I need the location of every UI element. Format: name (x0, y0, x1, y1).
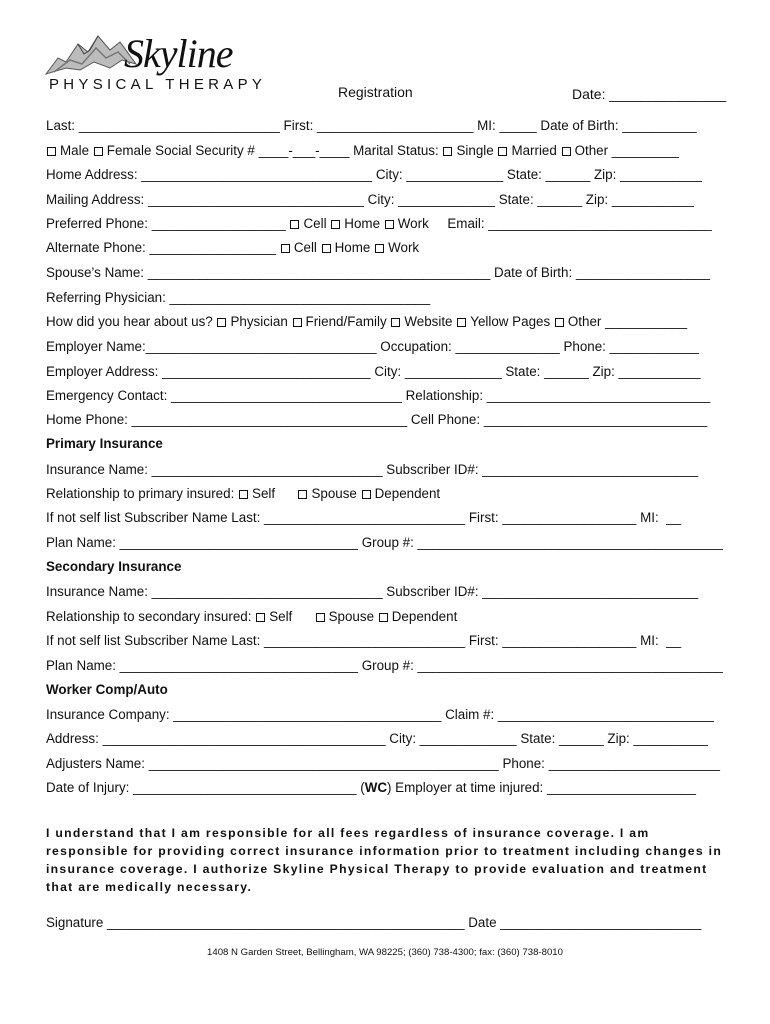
other-referral-label: Other ___________ (567, 314, 688, 329)
secondary-relationship-row[interactable] (46, 609, 730, 624)
preferred-work-checkbox[interactable] (385, 220, 394, 229)
alternate-phone-label: Alternate Phone: _________________ (46, 240, 277, 255)
home-address-row[interactable] (46, 167, 730, 182)
primary-subscriber-row[interactable] (46, 510, 730, 525)
other-marital-label: Other _________ (574, 143, 679, 158)
name-dob-text: Last: ___________________________ First: _____________________ MI: _____ Date of Birth: __________ (46, 118, 697, 133)
responsibility-notice: I understand that I am responsible for all fees regardless of insurance coverage. I am responsible for providing correct insurance information prior to treatment including changes in insurance coverage. I authorize Skyline Physical Therapy to provide evaluation and treatment that are medically necessary. (46, 826, 723, 894)
preferred-home-label: Home (344, 216, 381, 231)
secondary-insurance-heading: Secondary Insurance (46, 559, 182, 574)
secondary-self-checkbox[interactable] (256, 613, 265, 622)
preferred-home-checkbox[interactable] (331, 220, 340, 229)
primary-insurance-name-row[interactable] (46, 462, 730, 477)
primary-dependent-checkbox[interactable] (362, 490, 371, 499)
married-checkbox[interactable] (498, 147, 507, 156)
signature-row[interactable] (46, 915, 730, 930)
secondary-insurance-name-row[interactable] (46, 584, 730, 599)
primary-subscriber-text: If not self list Subscriber Name Last: ___________________________ First: __________________ MI: __ (46, 510, 682, 525)
website-label: Website (404, 314, 453, 329)
alternate-cell-label: Cell (293, 240, 317, 255)
alternate-work-label: Work (388, 240, 420, 255)
gender-ssn-marital-row[interactable] (46, 143, 730, 158)
primary-dependent-label: Dependent (374, 486, 441, 501)
date-of-injury-label: Date of Injury: ______________________________ ( (46, 780, 365, 795)
name-dob-row[interactable] (46, 118, 730, 133)
referral-source-row[interactable] (46, 314, 730, 329)
preferred-phone-label: Preferred Phone: __________________ (46, 216, 286, 231)
adjusters-text: Adjusters Name: _______________________________________________ Phone: _______________________ (46, 756, 720, 771)
preferred-cell-label: Cell (303, 216, 327, 231)
ssn-marital-label: Female Social Security # ____-___-____ Marital Status: (106, 143, 439, 158)
physician-checkbox[interactable] (217, 318, 226, 327)
secondary-insurance-name-text: Insurance Name: _______________________________ Subscriber ID#: _____________________________ (46, 584, 699, 599)
primary-spouse-label: Spouse (311, 486, 357, 501)
primary-self-checkbox[interactable] (239, 490, 248, 499)
referring-physician-row[interactable] (46, 290, 730, 305)
primary-insurance-heading: Primary Insurance (46, 436, 163, 451)
friend-family-label: Friend/Family (305, 314, 387, 329)
primary-plan-text: Plan Name: ________________________________ Group #: _________________________________________ (46, 535, 723, 550)
page-title: Registration (338, 84, 413, 100)
primary-relationship-row[interactable] (46, 486, 730, 501)
yellow-pages-label: Yellow Pages (470, 314, 551, 329)
alternate-cell-checkbox[interactable] (281, 244, 290, 253)
other-marital-checkbox[interactable] (562, 147, 571, 156)
home-cell-phone-row[interactable] (46, 412, 730, 427)
secondary-spouse-checkbox[interactable] (316, 613, 325, 622)
male-checkbox[interactable] (47, 147, 56, 156)
wc-label: WC (364, 780, 387, 795)
secondary-plan-text: Plan Name: ________________________________ Group #: _________________________________________ (46, 658, 723, 673)
emergency-contact-row[interactable] (46, 388, 730, 403)
worker-comp-company-text: Insurance Company: ____________________________________ Claim #: _____________________________ (46, 707, 714, 722)
spouse-row[interactable] (46, 265, 730, 280)
employer-address-row[interactable] (46, 364, 730, 379)
home-address-text: Home Address: _______________________________ City: _____________ State: ______ Zip: ___________ (46, 167, 702, 182)
female-checkbox[interactable] (94, 147, 103, 156)
other-referral-checkbox[interactable] (555, 318, 564, 327)
friend-family-checkbox[interactable] (293, 318, 302, 327)
preferred-cell-checkbox[interactable] (290, 220, 299, 229)
referring-physician-text: Referring Physician: ___________________________________ (46, 290, 431, 305)
logo-wordmark: Skyline (124, 31, 233, 76)
secondary-self-label: Self (269, 609, 311, 624)
secondary-subscriber-row[interactable] (46, 633, 730, 648)
employer-address-text: Employer Address: ____________________________ City: _____________ State: ______ Zip: ___________ (46, 364, 701, 379)
preferred-phone-row[interactable] (46, 216, 730, 231)
single-checkbox[interactable] (443, 147, 452, 156)
alternate-home-checkbox[interactable] (322, 244, 331, 253)
emergency-contact-text: Emergency Contact: _______________________________ Relationship: ______________________________ (46, 388, 711, 403)
mailing-address-row[interactable] (46, 192, 730, 207)
secondary-subscriber-text: If not self list Subscriber Name Last: ___________________________ First: __________________ MI: __ (46, 633, 682, 648)
alternate-phone-row[interactable] (46, 240, 730, 255)
secondary-plan-row[interactable] (46, 658, 730, 673)
employer-at-injury-label: ) Employer at time injured: ____________________ (387, 780, 696, 795)
date-field[interactable]: Date: _______________ (572, 86, 727, 102)
signature-text: Signature ________________________________________________ Date ___________________________ (46, 915, 702, 930)
employer-name-row[interactable] (46, 339, 730, 354)
male-label: Male (60, 143, 90, 158)
website-checkbox[interactable] (391, 318, 400, 327)
alternate-work-checkbox[interactable] (375, 244, 384, 253)
married-label: Married (511, 143, 557, 158)
secondary-spouse-label: Spouse (328, 609, 375, 624)
secondary-dependent-label: Dependent (391, 609, 458, 624)
worker-comp-company-row[interactable] (46, 707, 730, 722)
worker-comp-heading: Worker Comp/Auto (46, 682, 168, 697)
worker-comp-address-text: Address: ______________________________________ City: _____________ State: ______ Zip: __________ (46, 731, 708, 746)
primary-self-label: Self (252, 486, 294, 501)
alternate-home-label: Home (334, 240, 371, 255)
single-label: Single (456, 143, 494, 158)
mailing-address-text: Mailing Address: _____________________________ City: _____________ State: ______ Zip: ___________ (46, 192, 694, 207)
yellow-pages-checkbox[interactable] (457, 318, 466, 327)
primary-relationship-label: Relationship to primary insured: (46, 486, 235, 501)
primary-spouse-checkbox[interactable] (298, 490, 307, 499)
physician-label: Physician (230, 314, 288, 329)
footer-address: 1408 N Garden Street, Bellingham, WA 98225; (360) 738-4300; fax: (360) 738-8010 (207, 947, 563, 958)
logo (44, 24, 267, 96)
referral-question-label: How did you hear about us? (46, 314, 213, 329)
primary-insurance-name-text: Insurance Name: _______________________________ Subscriber ID#: _____________________________ (46, 462, 699, 477)
logo-subtitle: PHYSICAL THERAPY (49, 76, 267, 93)
spouse-text: Spouse’s Name: ______________________________________________ Date of Birth: __________________ (46, 265, 710, 280)
home-cell-phone-text: Home Phone: _____________________________________ Cell Phone: ______________________________ (46, 412, 708, 427)
date-of-injury-row[interactable] (46, 780, 730, 795)
employer-name-text: Employer Name:_______________________________ Occupation: ______________ Phone: ____________ (46, 339, 699, 354)
secondary-dependent-checkbox[interactable] (379, 613, 388, 622)
worker-comp-address-row[interactable] (46, 731, 730, 746)
secondary-relationship-label: Relationship to secondary insured: (46, 609, 252, 624)
preferred-work-email-label: Work Email: ______________________________ (397, 216, 712, 231)
primary-plan-row[interactable] (46, 535, 730, 550)
adjusters-row[interactable] (46, 756, 730, 771)
